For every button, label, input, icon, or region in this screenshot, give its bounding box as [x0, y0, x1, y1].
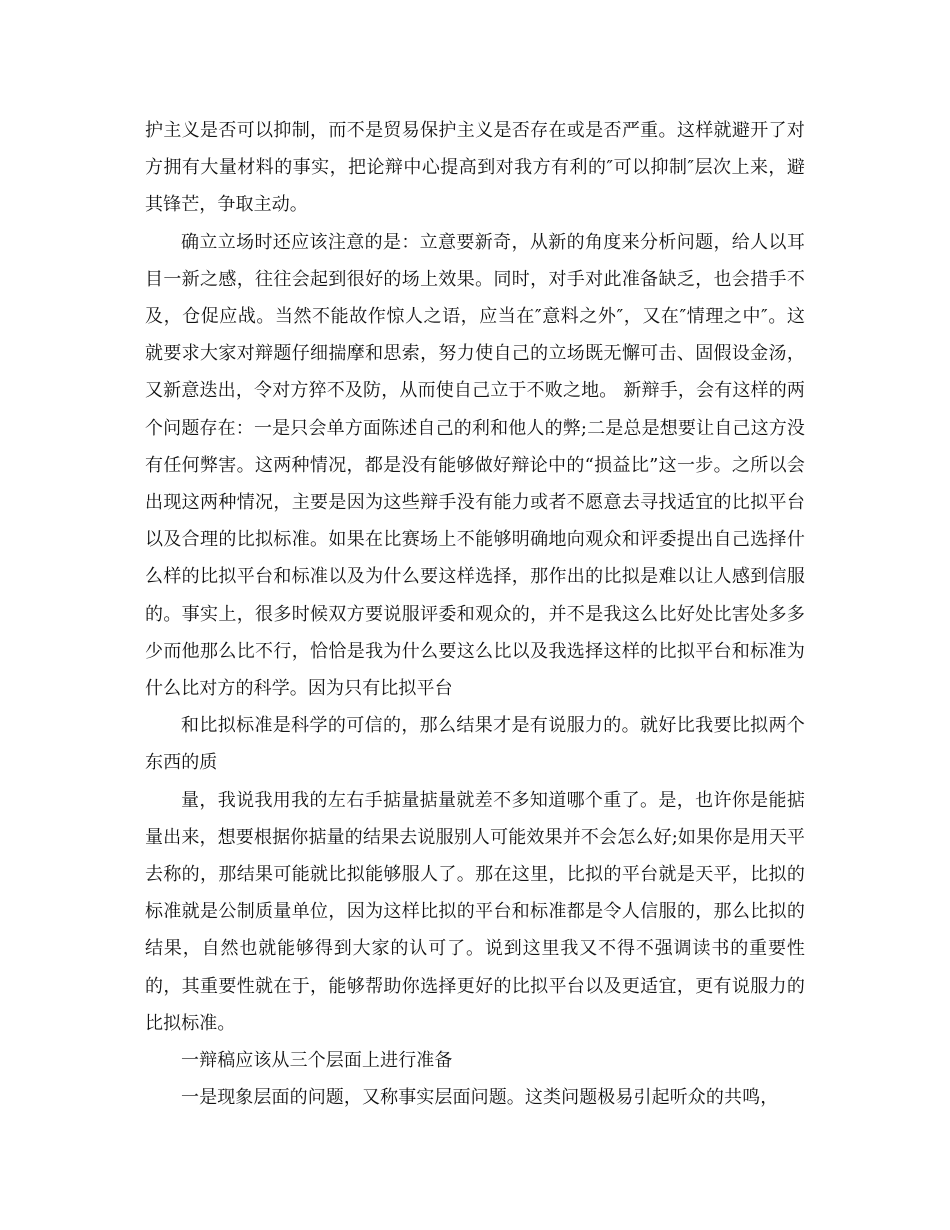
paragraph-2: 确立立场时还应该注意的是：立意要新奇，从新的角度来分析问题，给人以耳目一新之感，往往会起到很好的场上效果。同时，对手对此准备缺乏，也会措手不及，仓促应战。当然不能故作惊人之语，应当在″意料之外″，又在″情理之中″。这就要求大家对辩题仔细揣摩和思索，努力使自己的立场既无懈可击、固假设金汤，又新意迭出，令对方猝不及防，从而使自己立于不败之地。 新辩手，会有这样的两个问题存在：一是只会单方面陈述自己的利和他人的弊;二是总是想要让自己这方没有任何弊害。这两种情况，都是没有能够做好辩论中的“损益比”这一步。之所以会出现这两种情况，主要是因为这些辩手没有能力或者不愿意去寻找适宜的比拟平台以及合理的比拟标准。如果在比赛场上不能够明确地向观众和评委提出自己选择什么样的比拟平台和标准以及为什么要这样选择，那作出的比拟是难以让人感到信服的。事实上，很多时候双方要说服评委和观众的，并不是我这么比好处比害处多多少而他那么比不行，恰恰是我为什么要这么比以及我选择这样的比拟平台和标准为什么比对方的科学。因为只有比拟平台	[145, 231, 805, 700]
document-body	[145, 112, 805, 1116]
paragraph-3: 和比拟标准是科学的可信的，那么结果才是有说服力的。就好比我要比拟两个东西的质	[145, 715, 805, 774]
paragraph-5: 一是现象层面的问题，又称事实层面问题。这类问题极易引起听众的共鸣，	[181, 1087, 779, 1109]
section-heading: 一辩稿应该从三个层面上进行准备	[181, 1050, 453, 1072]
paragraph-4: 量，我说我用我的左右手掂量掂量就差不多知道哪个重了。是，也许你是能掂量出来，想要根据你掂量的结果去说服别人可能效果并不会怎么好;如果你是用天平去称的，那结果可能就比拟能够服人了。那在这里，比拟的平台就是天平，比拟的标准就是公制质量单位，因为这样比拟的平台和标准都是令人信服的，那么比拟的结果，自然也就能够得到大家的认可了。说到这里我又不得不强调读书的重要性的，其重要性就在于，能够帮助你选择更好的比拟平台以及更适宜，更有说服力的比拟标准。	[145, 789, 805, 1034]
paragraph-1: 护主义是否可以抑制，而不是贸易保护主义是否存在或是否严重。这样就避开了对方拥有大量材料的事实，把论辩中心提高到对我方有利的″可以抑制″层次上来，避其锋芒，争取主动。	[145, 120, 805, 216]
